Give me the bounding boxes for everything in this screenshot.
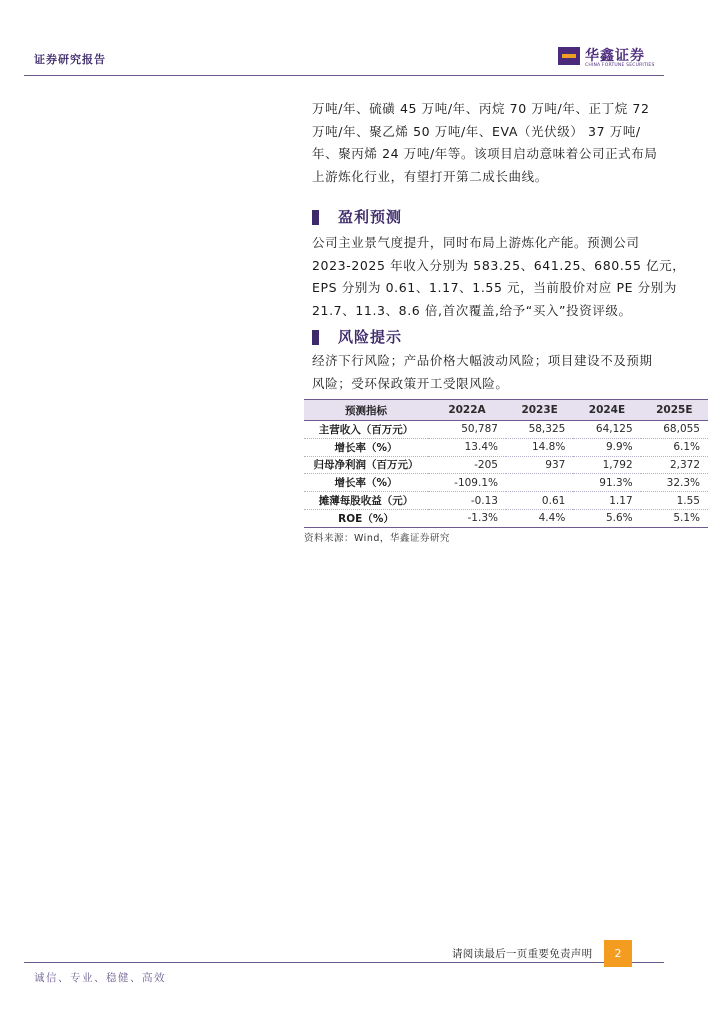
row-label: 摊薄每股收益（元）	[304, 492, 428, 510]
table-row	[304, 421, 708, 439]
table-cell: 6.1%	[641, 438, 708, 456]
table-cell: 9.9%	[573, 438, 640, 456]
table-cell: -205	[428, 456, 506, 474]
section-marker-icon	[312, 210, 319, 225]
logo-subtitle: CHINA FORTUNE SECURITIES	[585, 63, 655, 68]
text-line: 公司主业景气度提升，同时布局上游炼化产能。预测公司	[312, 235, 640, 250]
text-line: 风险；受环保政策开工受限风险。	[312, 375, 509, 391]
data-source-note: 资料来源：Wind，华鑫证券研究	[304, 533, 450, 544]
table-cell: 5.6%	[573, 509, 640, 527]
row-label: 主营收入（百万元）	[304, 421, 428, 439]
row-label: 增长率（%）	[304, 474, 428, 492]
footer-tagline: 诚信、专业、稳健、高效	[34, 972, 166, 984]
table-cell: 91.3%	[573, 474, 640, 492]
table-cell: 5.1%	[641, 509, 708, 527]
intro-paragraph	[312, 98, 704, 188]
text-line: EPS 分别为 0.61、1.17、1.55 元，当前股价对应 PE 分别为	[312, 280, 677, 295]
report-type-label: 证券研究报告	[34, 53, 106, 66]
table-cell: -1.3%	[428, 509, 506, 527]
column-header: 2025E	[641, 400, 708, 421]
table-cell: 68,055	[641, 421, 708, 439]
table-cell: 2,372	[641, 456, 708, 474]
text-line: 万吨/年、聚乙烯 50 万吨/年、EVA（光伏级） 37 万吨/	[312, 123, 641, 139]
risk-section-heading	[312, 326, 704, 348]
table-row	[304, 492, 708, 510]
table-cell: 937	[506, 456, 573, 474]
table-cell: 58,325	[506, 421, 573, 439]
disclaimer-link[interactable]: 请阅读最后一页重要免责声明	[452, 948, 593, 960]
column-header: 2023E	[506, 400, 573, 421]
table-cell: 0.61	[506, 492, 573, 510]
row-label: 增长率（%）	[304, 438, 428, 456]
row-label: ROE（%）	[304, 509, 428, 527]
table-cell: 1,792	[573, 456, 640, 474]
table-cell: 1.17	[573, 492, 640, 510]
footer-divider	[632, 962, 664, 963]
section-title: 风险提示	[338, 328, 403, 346]
table-cell: -109.1%	[428, 474, 506, 492]
table-header-row	[304, 400, 708, 421]
row-label: 归母净利润（百万元）	[304, 456, 428, 474]
logo-name: 华鑫证券	[585, 48, 645, 64]
table-cell: 13.4%	[428, 438, 506, 456]
table-row	[304, 456, 708, 474]
table-cell: 32.3%	[641, 474, 708, 492]
table-cell: 1.55	[641, 492, 708, 510]
table-row	[304, 509, 708, 527]
text-line: 21.7、11.3、8.6 倍,首次覆盖,给予“买入”投资评级。	[312, 302, 632, 318]
forecast-table	[304, 399, 708, 528]
footer-divider	[24, 962, 604, 963]
risk-paragraph	[312, 350, 704, 395]
table-row	[304, 474, 708, 492]
table-cell: 4.4%	[506, 509, 573, 527]
column-header: 预测指标	[304, 400, 428, 421]
column-header: 2022A	[428, 400, 506, 421]
text-line: 上游炼化行业，有望打开第二成长曲线。	[312, 168, 548, 184]
table-cell: 50,787	[428, 421, 506, 439]
table-cell: 64,125	[573, 421, 640, 439]
table-cell: -0.13	[428, 492, 506, 510]
table-row	[304, 438, 708, 456]
table-cell: 14.8%	[506, 438, 573, 456]
forecast-section-heading	[312, 206, 704, 228]
text-line: 经济下行风险；产品价格大幅波动风险；项目建设不及预期	[312, 353, 653, 368]
table-cell	[506, 474, 573, 492]
text-line: 年、聚丙烯 24 万吨/年等。该项目启动意味着公司正式布局	[312, 146, 658, 161]
company-logo	[558, 45, 654, 71]
text-line: 2023-2025 年收入分别为 583.25、641.25、680.55 亿元，	[312, 257, 686, 273]
section-title: 盈利预测	[338, 208, 403, 226]
text-line: 万吨/年、硫磺 45 万吨/年、丙烷 70 万吨/年、正丁烷 72	[312, 101, 650, 116]
column-header: 2024E	[573, 400, 640, 421]
page-header	[24, 40, 664, 76]
page-number-badge: 2	[604, 940, 632, 967]
forecast-paragraph	[312, 232, 704, 322]
section-marker-icon	[312, 330, 319, 345]
logo-mark-icon	[558, 47, 580, 65]
